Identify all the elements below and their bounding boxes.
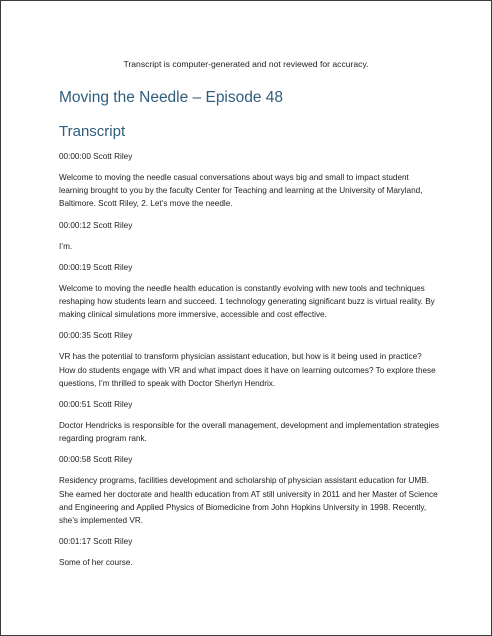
entry-timestamp: 00:00:58 xyxy=(59,455,91,465)
transcript-entry xyxy=(59,151,439,211)
entry-text: Welcome to moving the needle casual conversations about ways big and small to impact student learning brought to you by the faculty Center for Teaching and learning at the University of Maryland, Baltimore. Scott Riley, 2. Let’s move the needle. xyxy=(59,173,423,209)
transcript-entry xyxy=(59,399,439,445)
entry-text: Welcome to moving the needle health education is constantly evolving with new tools and techniques reshaping how students learn and succeed. 1 technology generating significant buzz is virtual reality. By making clinical simulations more immersive, accessible and cost effective. xyxy=(59,283,435,320)
entry-header xyxy=(59,220,439,231)
entry-speaker: Scott Riley xyxy=(93,455,133,465)
entry-speaker: Scott Riley xyxy=(93,331,133,341)
entry-timestamp: 00:00:12 xyxy=(59,220,91,230)
entry-header xyxy=(59,151,439,162)
entry-text: VR has the potential to transform physician assistant education, but how is it being used in practice? How do students engage with VR and what impact does it have on learning outcomes? To explore these questions, I’m thrilled to speak with Doctor Sherlyn Hendrix. xyxy=(59,352,436,388)
entry-timestamp: 00:00:19 xyxy=(59,262,91,272)
entry-header xyxy=(59,454,439,465)
entry-speaker: Scott Riley xyxy=(93,152,133,161)
document-title: Moving the Needle – Episode 48 xyxy=(59,89,284,106)
entry-header xyxy=(59,399,439,410)
entry-text: Residency programs, facilities development and scholarship of physician assistant education for UMB. She earned her doctorate and health education from AT still university in 2011 and her Master of Science and Engineering and Applied Physics of Biomedicine from John Hopkins University in 1998. Recently, she’s implemented VR. xyxy=(59,476,438,526)
accuracy-notice: Transcript is computer-generated and not reviewed for accuracy. xyxy=(123,59,369,69)
entry-header xyxy=(59,330,439,341)
entry-timestamp: 00:00:51 xyxy=(59,400,91,410)
entry-timestamp: 00:00:35 xyxy=(59,331,91,341)
transcript-entry xyxy=(59,220,439,253)
transcript-entry xyxy=(59,330,439,390)
transcript-entry xyxy=(59,536,439,569)
entry-speaker: Scott Riley xyxy=(93,537,133,547)
transcript-entry xyxy=(59,262,439,322)
entry-header xyxy=(59,262,439,273)
entry-header xyxy=(59,536,439,547)
transcript-entry xyxy=(59,454,439,527)
entry-timestamp: 00:01:17 xyxy=(59,537,91,547)
transcript-heading: Transcript xyxy=(59,123,126,140)
entry-speaker: Scott Riley xyxy=(93,220,133,230)
entry-text: Some of her course. xyxy=(59,558,133,568)
transcript-entries xyxy=(59,151,439,578)
entry-text: Doctor Hendricks is responsible for the overall management, development and implementation strategies regarding program rank. xyxy=(59,421,440,444)
entry-timestamp: 00:00:00 xyxy=(59,152,91,161)
entry-speaker: Scott Riley xyxy=(93,262,133,272)
entry-speaker: Scott Riley xyxy=(93,400,133,410)
entry-text: I’m. xyxy=(59,241,73,251)
